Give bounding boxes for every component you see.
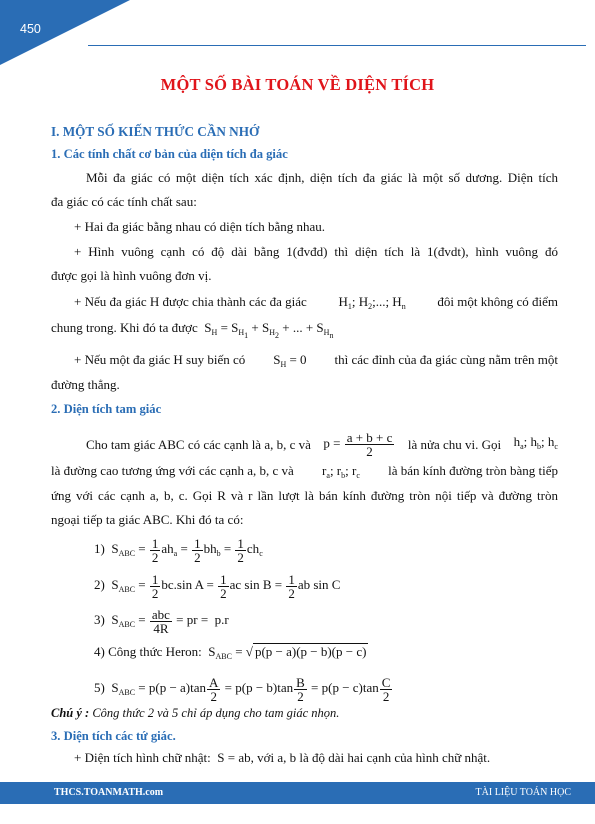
paragraph-line: [51, 463, 558, 484]
paragraph-line: đường thẳng.: [51, 377, 120, 392]
text-span: + Nếu một đa giác H suy biến có: [74, 352, 246, 367]
paragraph-line: + Hình vuông cạnh có độ dài bằng 1(đvđd) thì diện tích là 1(đvdt), hình vuông đó: [74, 244, 558, 259]
math-semiperimeter: p = $\frac{a + b + c}{2}$: [323, 430, 393, 459]
math-area-sum: $S_H = S_{H_1} + S_{H_2}$ + ... + $S_{H_n}$: [201, 320, 334, 340]
page-title: MỘT SỐ BÀI TOÁN VỀ DIỆN TÍCH: [160, 75, 435, 94]
text-span: + Diện tích hình chữ nhật:: [74, 750, 211, 765]
footer-bar: [0, 782, 595, 804]
paragraph-line: [86, 431, 558, 458]
text-span: chung trong. Khi đó ta được: [51, 320, 198, 335]
subsection-heading-2: 2. Diện tích tam giác: [51, 402, 162, 416]
footer-site-link[interactable]: THCS.TOANMATH.com: [54, 787, 164, 798]
formula-3: [94, 607, 229, 638]
math-degenerate: $S_H = 0$: [273, 352, 307, 369]
section-heading-1: I. MỘT SỐ KIẾN THỨC CẦN NHỚ: [51, 124, 260, 139]
paragraph-line: đa giác có các tính chất sau:: [51, 194, 197, 209]
paragraph-line: Mỗi đa giác có một diện tích xác định, diện tích đa giác là một số dương. Diện tích: [86, 170, 558, 185]
text-span: thì các đỉnh của đa giác cùng nằm trên một: [334, 352, 558, 367]
header-rule: [88, 45, 586, 46]
math-expression: $S_{ABC}$ = $\frac{1}{2}$ $ah_a$ = $\frac{1}{2}$ $bh_b$ = $\frac{1}{2}$ $ch_c$: [108, 535, 263, 565]
paragraph-line: [51, 320, 333, 344]
math-expression: $S_{ABC}$ = √ p(p − a)(p − b)(p − c): [205, 644, 367, 661]
math-altitudes: $h_a$; $h_b$; $h_c$: [513, 434, 558, 451]
paragraph-line: [74, 352, 558, 373]
paragraph-line: [74, 750, 490, 766]
text-span: , với a, b là độ dài hai cạnh của hình chữ nhật.: [250, 750, 491, 765]
formula-1: [94, 536, 263, 567]
text-span: đôi một không có điểm: [437, 294, 558, 309]
text-span: + Nếu đa giác H được chia thành các đa giác: [74, 294, 307, 309]
paragraph-line: + Hai đa giác bằng nhau có diện tích bằng nhau.: [74, 219, 325, 234]
paragraph-line: ngoại tiếp ta giác ABC. Khi đó ta có:: [51, 512, 244, 527]
note-label: Chú ý :: [51, 706, 90, 720]
formula-4: [94, 642, 368, 667]
note-text: Công thức 2 và 5 chỉ áp dụng cho tam giác nhọn.: [92, 706, 340, 720]
formula-index: 5): [94, 680, 105, 695]
formula-index: 1): [94, 541, 105, 556]
note: [51, 706, 339, 721]
math-expression: $S_{ABC}$ = $\frac{1}{2}$ bc.sin A = $\frac{1}{2}$ ac sin B = $\frac{1}{2}$ ab sin C: [108, 571, 341, 601]
text-span: Cho tam giác ABC có các cạnh là a, b, c và: [86, 436, 311, 452]
math-expression: $S_{ABC} = p(p - a)\tan$ $\frac{A}{2}$ = p(p − b)tan $\frac{B}{2}$ = p(p − c)tan $\frac{C}{2}$: [108, 674, 391, 704]
math-exradii: $r_a$; $r_b$; $r_c$: [322, 463, 360, 480]
footer-label: TÀI LIỆU TOÁN HỌC: [475, 787, 571, 798]
paragraph-line: ứng với các cạnh a, b, c. Gọi R và r lần lượt là bán kính đường tròn nội tiếp và đường tròn: [51, 488, 558, 503]
text-span: là bán kính đường tròn bàng tiếp: [388, 463, 558, 478]
math-rectangle-area: S = ab: [214, 750, 251, 765]
math-expression: $S_{ABC}$ = $\frac{\text{abc}}{4R}$ = pr = p.r: [108, 606, 229, 636]
formula-2: [94, 572, 340, 603]
text-span: là đường cao tương ứng với các cạnh a, b, c và: [51, 463, 294, 478]
math-polygons: $H_1$; $H_2$;...; $H_n$: [338, 294, 406, 311]
paragraph-line: [74, 294, 558, 315]
subsection-heading-3: 3. Diện tích các tứ giác.: [51, 729, 176, 743]
page-number: 450: [20, 22, 41, 36]
text-span: là nửa chu vi. Gọi: [407, 436, 502, 452]
formula-index: 2): [94, 577, 105, 592]
formula-5: [94, 675, 393, 706]
formula-index: 4) Công thức Heron:: [94, 644, 202, 659]
paragraph-line: được gọi là hình vuông đơn vị.: [51, 268, 212, 283]
subsection-heading-1: 1. Các tính chất cơ bản của diện tích đa giác: [51, 147, 288, 161]
formula-index: 3): [94, 612, 105, 627]
